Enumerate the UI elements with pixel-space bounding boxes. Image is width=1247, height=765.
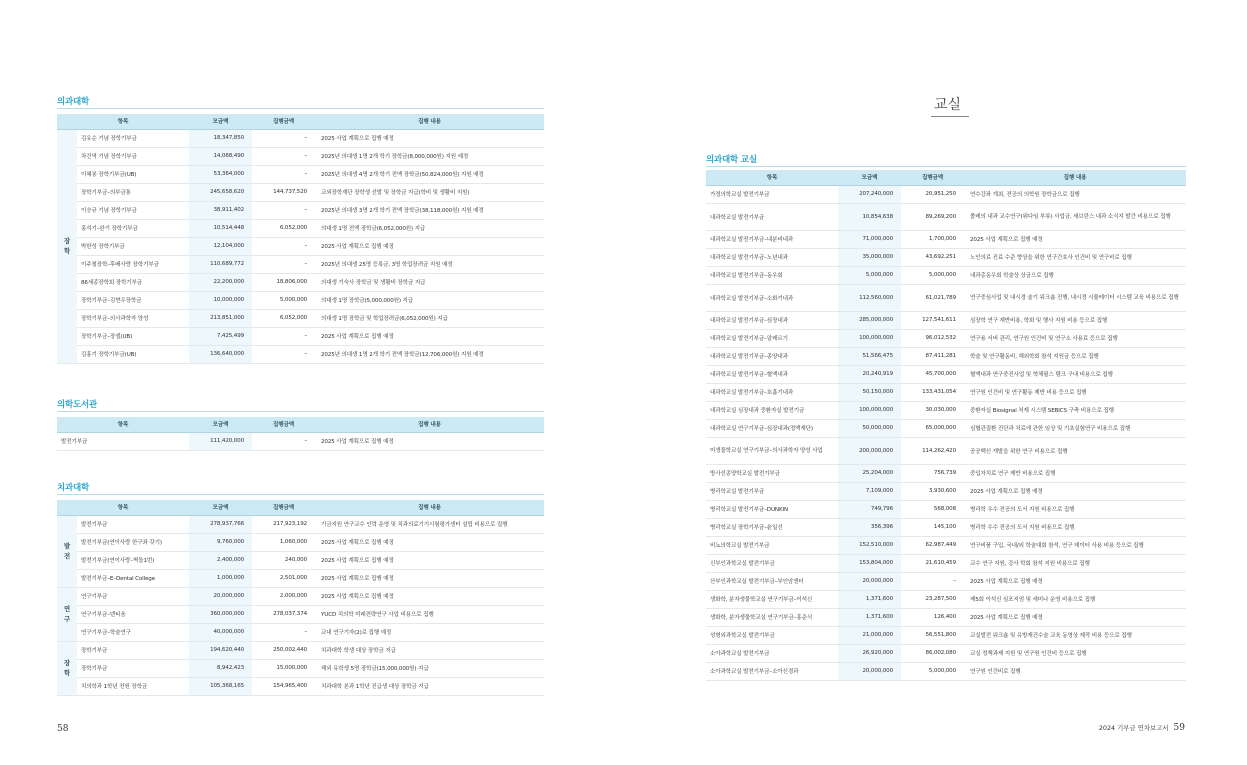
section-rule <box>57 411 544 412</box>
col-header-raised: 모금액 <box>189 500 252 515</box>
spent-cell: 18,806,000 <box>252 273 315 291</box>
spent-cell: 21,610,459 <box>901 554 964 572</box>
table-row <box>706 203 1186 230</box>
table-row <box>706 230 1186 248</box>
section-rule <box>57 494 544 495</box>
item-cell: 내과학교실 발전기부금–심장내과 <box>706 311 838 329</box>
item-cell: 장학기부금 <box>77 641 189 659</box>
item-cell: 생화학, 분자생물학교실 연구기부금–홍준식 <box>706 608 838 626</box>
spent-cell: 89,269,200 <box>901 203 964 230</box>
item-cell: 이혜봉 장학기부금(UB) <box>77 165 189 183</box>
spent-cell: 61,021,789 <box>901 284 964 311</box>
raised-cell: 50,000,000 <box>838 419 901 437</box>
spent-cell: 250,002,440 <box>252 641 315 659</box>
table-row <box>57 165 544 183</box>
col-header-spent: 집행금액 <box>252 417 315 432</box>
detail-cell: 의대생 1명 장학금 및 학업장려금(6,052,000원) 지급 <box>315 309 544 327</box>
item-cell: 이승규 기념 장학기부금 <box>77 201 189 219</box>
detail-cell: 중입자치료 연구 제반 비용으로 집행 <box>964 464 1186 482</box>
spent-cell: 5,000,000 <box>252 291 315 309</box>
detail-cell: 2025년 의대생 1명 2개 학기 장학금(8,000,000원) 지원 예정 <box>315 147 544 165</box>
group-label: 장 학 <box>57 129 77 363</box>
table-row <box>706 266 1186 284</box>
spent-cell: 6,052,000 <box>252 309 315 327</box>
raised-cell: 7,109,000 <box>838 482 901 500</box>
spent-cell: – <box>252 147 315 165</box>
spent-cell: 114,262,420 <box>901 437 964 464</box>
detail-cell: 해외 유학생 5명 장학금(15,000,000원) 지급 <box>315 659 544 677</box>
item-cell: 미생물학교실 연구기부금–의사과학자 양성 사업 <box>706 437 838 464</box>
col-header-item: 항목 <box>57 500 189 515</box>
item-cell: 내과학교실 발전기부금–노년내과 <box>706 248 838 266</box>
spent-cell: – <box>901 572 964 590</box>
raised-cell: 285,000,000 <box>838 311 901 329</box>
table-row <box>57 309 544 327</box>
raised-cell: 22,200,000 <box>189 273 252 291</box>
spent-cell: 20,951,250 <box>901 185 964 203</box>
item-cell: 내과학교실 발전기부금–알레르기 <box>706 329 838 347</box>
item-cell: 김홍기 장학기부금(UB) <box>77 345 189 363</box>
spent-cell: – <box>252 201 315 219</box>
detail-cell: 의대생 기숙사 장학금 및 생활비 장학금 지급 <box>315 273 544 291</box>
table-row <box>706 329 1186 347</box>
raised-cell: 278,937,766 <box>189 515 252 533</box>
spent-cell: 1,700,000 <box>901 230 964 248</box>
section-rule <box>57 108 544 109</box>
detail-cell: 병리학 우수 전공의 도서 지원 비용으로 집행 <box>964 500 1186 518</box>
spent-cell: 96,012,532 <box>901 329 964 347</box>
spent-cell: 23,287,500 <box>901 590 964 608</box>
raised-cell: 10,000,000 <box>189 291 252 309</box>
detail-cell: 2025년 의대생 25명 등록금, 3명 학업장려금 지원 예정 <box>315 255 544 273</box>
raised-cell: 1,000,000 <box>189 569 252 587</box>
raised-cell: 5,000,000 <box>838 266 901 284</box>
table-row <box>57 273 544 291</box>
raised-cell: 356,396 <box>838 518 901 536</box>
library-table <box>57 417 544 451</box>
col-header-item: 항목 <box>706 170 838 185</box>
raised-cell: 153,804,000 <box>838 554 901 572</box>
detail-cell: 2025 사업 계획으로 집행 예정 <box>315 587 544 605</box>
item-cell: 가정의학교실 발전기부금 <box>706 185 838 203</box>
raised-cell: 20,000,000 <box>189 587 252 605</box>
dental-section-title: 치과대학 <box>57 483 90 493</box>
raised-cell: 35,000,000 <box>838 248 901 266</box>
col-header-raised: 모금액 <box>838 170 901 185</box>
table-row <box>57 533 544 551</box>
detail-cell: 병리학 우수 전공의 도서 지원 비용으로 집행 <box>964 518 1186 536</box>
detail-cell: 기금지원 연구교수 인력 운영 및 치과의료기기시험평가센터 설립 비용으로 집행 <box>315 515 544 533</box>
spent-cell: 127,541,611 <box>901 311 964 329</box>
table-row <box>57 345 544 363</box>
spent-cell: – <box>252 432 315 450</box>
spent-cell: – <box>252 327 315 345</box>
item-cell: 성형외과학교실 발전기부금 <box>706 626 838 644</box>
table-row <box>706 419 1186 437</box>
library-section-title: 의학도서관 <box>57 400 98 410</box>
spent-cell: 568,008 <box>901 500 964 518</box>
spent-cell: 56,551,800 <box>901 626 964 644</box>
spent-cell: – <box>252 165 315 183</box>
col-header-raised: 모금액 <box>189 417 252 432</box>
detail-cell: 교수 연구 지원, 강사 학회 참석 지원 비용으로 집행 <box>964 554 1186 572</box>
spent-cell: 2,501,000 <box>252 569 315 587</box>
col-header-detail: 집행 내용 <box>315 417 544 432</box>
raised-cell: 53,364,000 <box>189 165 252 183</box>
table-row <box>706 536 1186 554</box>
table-row <box>57 605 544 623</box>
item-cell: 홍석기–완기 장학기부금 <box>77 219 189 237</box>
spent-cell: 2,000,000 <box>252 587 315 605</box>
page-footer <box>1099 723 1185 733</box>
item-cell: 내과학교실 발전기부금–소화기내과 <box>706 284 838 311</box>
table-row <box>57 659 544 677</box>
item-cell: 이주철장학–후배사랑 장학기부금 <box>77 255 189 273</box>
table-row <box>706 518 1186 536</box>
item-cell: 차건역 기념 장학기부금 <box>77 147 189 165</box>
table-row <box>57 201 544 219</box>
detail-cell: 2025 사업 계획으로 집행 예정 <box>315 129 544 147</box>
item-cell: 장학기부금–장셀(UB) <box>77 327 189 345</box>
raised-cell: 110,689,772 <box>189 255 252 273</box>
page-number: 58 <box>57 724 69 734</box>
item-cell: 소아과학교실 발전기부금 <box>706 644 838 662</box>
table-row <box>57 641 544 659</box>
table-row <box>706 662 1186 680</box>
page-number: 59 <box>1173 723 1185 733</box>
raised-cell: 112,560,000 <box>838 284 901 311</box>
group-label: 발 전 <box>57 515 77 587</box>
item-cell: 연구기부금–학술연구 <box>77 623 189 641</box>
raised-cell: 194,620,440 <box>189 641 252 659</box>
detail-cell: 교외장학재단 장학생 선발 및 장학금 지급(학비 및 생활비 지원) <box>315 183 544 201</box>
table-row <box>57 291 544 309</box>
table-row <box>57 255 544 273</box>
spent-cell: 217,923,192 <box>252 515 315 533</box>
spent-cell: – <box>252 255 315 273</box>
table-row <box>706 437 1186 464</box>
spent-cell: 45,700,000 <box>901 365 964 383</box>
raised-cell: 1,371,600 <box>838 608 901 626</box>
item-cell: 연구기부금 <box>77 587 189 605</box>
item-cell: 병리학교실 발전기부금–DUNKIN <box>706 500 838 518</box>
group-label: 장 학 <box>57 641 77 695</box>
detail-cell: 심혈관질환 진단과 치료에 관한 임상 및 기초실험연구 비용으로 집행 <box>964 419 1186 437</box>
item-cell: 내과학교실 발전기부금–호흡기내과 <box>706 383 838 401</box>
detail-cell: 혈액내과 연구중진사업 및 혁체필스 템크 구내 비용으로 집행 <box>964 365 1186 383</box>
item-cell: 장학기부금–의사과학자 양성 <box>77 309 189 327</box>
raised-cell: 21,000,000 <box>838 626 901 644</box>
raised-cell: 10,514,448 <box>189 219 252 237</box>
detail-cell: 연구원 인건비로 집행 <box>964 662 1186 680</box>
raised-cell: 100,000,000 <box>838 401 901 419</box>
raised-cell: 2,400,000 <box>189 551 252 569</box>
detail-cell: 2025년 의대생 3명 2개 학기 전액 장학금(38,118,000원) 지원 예정 <box>315 201 544 219</box>
detail-cell: 2025 사업 계획으로 집행 예정 <box>315 551 544 569</box>
table-row <box>57 327 544 345</box>
item-cell: 내과학교실 발전기부금–동우회 <box>706 266 838 284</box>
spent-cell: 278,037,374 <box>252 605 315 623</box>
item-cell: 발전기부금(연이사랑–벽돌1번) <box>77 551 189 569</box>
table-row <box>57 569 544 587</box>
col-header-detail: 집행 내용 <box>315 500 544 515</box>
heading-rule <box>931 116 969 117</box>
item-cell: 연구기부금–덴티움 <box>77 605 189 623</box>
raised-cell: 40,000,000 <box>189 623 252 641</box>
detail-cell: 2025 사업 계획으로 집행 예정 <box>964 482 1186 500</box>
raised-cell: 245,658,620 <box>189 183 252 201</box>
raised-cell: 20,240,919 <box>838 365 901 383</box>
raised-cell: 51,566,475 <box>838 347 901 365</box>
raised-cell: 10,854,638 <box>838 203 901 230</box>
col-header-item: 항목 <box>57 114 189 129</box>
table-row <box>57 219 544 237</box>
detail-cell: 2025 사업 계획으로 집행 예정 <box>315 237 544 255</box>
col-header-spent: 집행금액 <box>252 500 315 515</box>
detail-cell: 연수강좌 개최, 전공의 의학원 장학금으로 집행 <box>964 185 1186 203</box>
item-cell: 내과학교실 발전기부금–종양내과 <box>706 347 838 365</box>
item-cell: 비뇨의학교실 발전기부금 <box>706 536 838 554</box>
detail-cell: 치과대학 본과 1학년 진급생 대상 장학금 지급 <box>315 677 544 695</box>
item-cell: 발전기부금–E–Dental College <box>77 569 189 587</box>
col-header-spent: 집행금액 <box>901 170 964 185</box>
item-cell: 장학기부금–의부금통 <box>77 183 189 201</box>
detail-cell: 치과대학 학생 대상 장학금 지급 <box>315 641 544 659</box>
table-row <box>706 284 1186 311</box>
table-row <box>57 515 544 533</box>
table-row <box>706 311 1186 329</box>
raised-cell: 136,640,000 <box>189 345 252 363</box>
raised-cell: 1,371,600 <box>838 590 901 608</box>
table-row <box>57 237 544 255</box>
raised-cell: 26,920,000 <box>838 644 901 662</box>
item-cell: 방사선종양학교실 발전기부금 <box>706 464 838 482</box>
spent-cell: 15,000,000 <box>252 659 315 677</box>
item-cell: 내과학교실 심장내과 중환자실 발전기금 <box>706 401 838 419</box>
item-cell: 내과학교실 발전기부금–내분비내과 <box>706 230 838 248</box>
raised-cell: 12,104,000 <box>189 237 252 255</box>
detail-cell: 2025 사업 계획으로 집행 예정 <box>315 569 544 587</box>
col-header-spent: 집행금액 <box>252 114 315 129</box>
item-cell: 김유순 기념 장학기부금 <box>77 129 189 147</box>
spent-cell: 154,965,400 <box>252 677 315 695</box>
detail-cell: 2025 사업 계획으로 집행 예정 <box>964 572 1186 590</box>
spent-cell: – <box>252 623 315 641</box>
spent-cell: – <box>252 129 315 147</box>
table-row <box>57 587 544 605</box>
detail-cell: 2025 사업 계획으로 집행 예정 <box>964 230 1186 248</box>
raised-cell: 71,000,000 <box>838 230 901 248</box>
detail-cell: 연구비품 구입, 국내/외 학술대회 참석, 연구 데이터 사용 비용 등으로 집행 <box>964 536 1186 554</box>
item-cell: 박한성 장학기부금 <box>77 237 189 255</box>
spent-cell: 62,987,449 <box>901 536 964 554</box>
item-cell: 치의학과 1학년 전원 장학금 <box>77 677 189 695</box>
right-page <box>624 0 1247 765</box>
table-row <box>57 623 544 641</box>
raised-cell: 7,425,499 <box>189 327 252 345</box>
col-header-raised: 모금액 <box>189 114 252 129</box>
medical-dept-section-title: 의과대학 교실 <box>706 155 757 165</box>
spent-cell: 86,002,080 <box>901 644 964 662</box>
page-heading: 교실 <box>934 97 962 113</box>
spent-cell: 144,737,520 <box>252 183 315 201</box>
raised-cell: 25,204,000 <box>838 464 901 482</box>
raised-cell: 50,150,000 <box>838 383 901 401</box>
table-row <box>706 347 1186 365</box>
item-cell: 발전기부금 <box>77 515 189 533</box>
section-rule <box>706 166 1186 167</box>
table-row <box>706 248 1186 266</box>
item-cell: 병리학교실 장학기부금–윤일선 <box>706 518 838 536</box>
detail-cell: 의대생 1명 전액 장학금(6,052,000원) 지급 <box>315 219 544 237</box>
detail-cell: 연구용 서버 관리, 연구원 인건비 및 연구소 사용료 등으로 집행 <box>964 329 1186 347</box>
detail-cell: 학술 및 연구활동비, 해외학회 참석 지원금 등으로 집행 <box>964 347 1186 365</box>
detail-cell: 내과총동우회 학술상 상금으로 집행 <box>964 266 1186 284</box>
table-row <box>706 365 1186 383</box>
detail-cell: 공공백신 개발을 위한 연구 비용으로 집행 <box>964 437 1186 464</box>
medical-dept-table <box>706 170 1186 681</box>
table-row <box>706 500 1186 518</box>
item-cell: 장학기부금–김현우장학금 <box>77 291 189 309</box>
dental-table <box>57 500 544 696</box>
raised-cell: 8,942,423 <box>189 659 252 677</box>
table-row <box>706 482 1186 500</box>
raised-cell: 152,510,000 <box>838 536 901 554</box>
detail-cell: 교내 연구기자(2)로 집행 예정 <box>315 623 544 641</box>
spent-cell: – <box>252 345 315 363</box>
detail-cell: 연구중심사업 및 내시경 술기 워크숍 진행, 내시경 시뮬레이터 시스템 교육 비용으로 집행 <box>964 284 1186 311</box>
table-row <box>706 572 1186 590</box>
detail-cell: 2025 사업 계획으로 집행 예정 <box>315 533 544 551</box>
table-row <box>57 677 544 695</box>
raised-cell: 9,760,000 <box>189 533 252 551</box>
detail-cell: 심장학 연구 재반비용, 학회 및 행사 지원 비용 등으로 집행 <box>964 311 1186 329</box>
spent-cell: 1,060,000 <box>252 533 315 551</box>
raised-cell: 213,851,000 <box>189 309 252 327</box>
item-cell: 내과학교실 연구기부금–심장내과(정액재단) <box>706 419 838 437</box>
item-cell: 장학기부금 <box>77 659 189 677</box>
table-row <box>706 383 1186 401</box>
spent-cell: 5,000,000 <box>901 662 964 680</box>
spent-cell: 30,030,000 <box>901 401 964 419</box>
footer-label: 2024 기부금 연차보고서 <box>1098 724 1169 732</box>
detail-cell: 2025 사업 계획으로 집행 예정 <box>315 327 544 345</box>
table-row <box>57 129 544 147</box>
detail-cell: 교실발전 워크숍 및 유방재건수술 교육 동영상 제작 비용 등으로 집행 <box>964 626 1186 644</box>
detail-cell: YUCD 치의학 미래전략연구 사업 비용으로 집행 <box>315 605 544 623</box>
raised-cell: 20,000,000 <box>838 662 901 680</box>
spent-cell: 133,431,054 <box>901 383 964 401</box>
raised-cell: 18,347,850 <box>189 129 252 147</box>
medical-table <box>57 114 544 364</box>
spent-cell: 6,052,000 <box>252 219 315 237</box>
detail-cell: 노인의료 진료 수준 향상을 위한 연구간호사 인건비 및 연구비로 집행 <box>964 248 1186 266</box>
table-row <box>57 551 544 569</box>
spent-cell: 756,739 <box>901 464 964 482</box>
spent-cell: 3,930,600 <box>901 482 964 500</box>
item-cell: 산부인과학교실 발전기부금–부인암센터 <box>706 572 838 590</box>
table-row <box>706 626 1186 644</box>
col-header-detail: 집행 내용 <box>964 170 1186 185</box>
spent-cell: 43,692,251 <box>901 248 964 266</box>
item-cell: 내과학교실 발전기부금–혈액내과 <box>706 365 838 383</box>
detail-cell: 폴레의 내과 교수연구(위다임 부류) 사업금, 세브란스 내과 소식지 발간 비용으로 집행 <box>964 203 1186 230</box>
table-row <box>706 644 1186 662</box>
raised-cell: 749,796 <box>838 500 901 518</box>
item-cell: 소아과학교실 발전기부금–소아신경과 <box>706 662 838 680</box>
spent-cell: 126,400 <box>901 608 964 626</box>
item-cell: 내과학교실 발전기부금 <box>706 203 838 230</box>
detail-cell: 교실 정책과제 지원 및 연구원 인건비 등으로 집행 <box>964 644 1186 662</box>
item-cell: 병리학교실 발전기부금 <box>706 482 838 500</box>
table-row <box>57 432 544 450</box>
table-row <box>706 554 1186 572</box>
item-cell: 발전기부금(연이사랑 한구좌 갖기) <box>77 533 189 551</box>
raised-cell: 111,420,000 <box>189 432 252 450</box>
raised-cell: 20,000,000 <box>838 572 901 590</box>
raised-cell: 38,911,402 <box>189 201 252 219</box>
detail-cell: 2025년 의대생 1명 2개 학기 전액 장학금(12,706,000원) 지원 예정 <box>315 345 544 363</box>
group-label: 연 구 <box>57 587 77 641</box>
raised-cell: 100,000,000 <box>838 329 901 347</box>
item-cell: 발전기부금 <box>57 432 189 450</box>
spent-cell: – <box>252 237 315 255</box>
item-cell: 신부인과학교실 발전기부금 <box>706 554 838 572</box>
table-row <box>57 183 544 201</box>
col-header-item: 항목 <box>57 417 189 432</box>
medical-section-title: 의과대학 <box>57 97 90 107</box>
table-row <box>706 185 1186 203</box>
raised-cell: 207,240,000 <box>838 185 901 203</box>
raised-cell: 360,000,000 <box>189 605 252 623</box>
raised-cell: 14,068,490 <box>189 147 252 165</box>
table-row <box>706 401 1186 419</box>
spent-cell: 5,000,000 <box>901 266 964 284</box>
detail-cell: 중환자실 Biosignal 처재 시스템 SEBICS 구축 비용으로 집행 <box>964 401 1186 419</box>
table-row <box>706 464 1186 482</box>
col-header-detail: 집행 내용 <box>315 114 544 129</box>
table-row <box>57 147 544 165</box>
spent-cell: 240,000 <box>252 551 315 569</box>
detail-cell: 2025년 의대생 4명 2개 학기 전액 장학금(50,824,000원) 지원 예정 <box>315 165 544 183</box>
detail-cell: 연구원 인건비 및 연구활동 제반 비용 등으로 집행 <box>964 383 1186 401</box>
spent-cell: 65,000,000 <box>901 419 964 437</box>
table-row <box>706 608 1186 626</box>
raised-cell: 105,368,165 <box>189 677 252 695</box>
detail-cell: 의대생 1명 장학금(5,000,000원) 지급 <box>315 291 544 309</box>
spent-cell: 87,411,281 <box>901 347 964 365</box>
detail-cell: 2025 사업 계획으로 집행 예정 <box>315 432 544 450</box>
raised-cell: 200,000,000 <box>838 437 901 464</box>
detail-cell: 제5회 이석신 심포지엄 및 세미나 운영 비용으로 집행 <box>964 590 1186 608</box>
table-row <box>706 590 1186 608</box>
item-cell: 생화학, 분자생물학교실 연구기부금–이석신 <box>706 590 838 608</box>
spent-cell: 145,100 <box>901 518 964 536</box>
item-cell: 86세종장학회 장학기부금 <box>77 273 189 291</box>
detail-cell: 2025 사업 계획으로 집행 예정 <box>964 608 1186 626</box>
